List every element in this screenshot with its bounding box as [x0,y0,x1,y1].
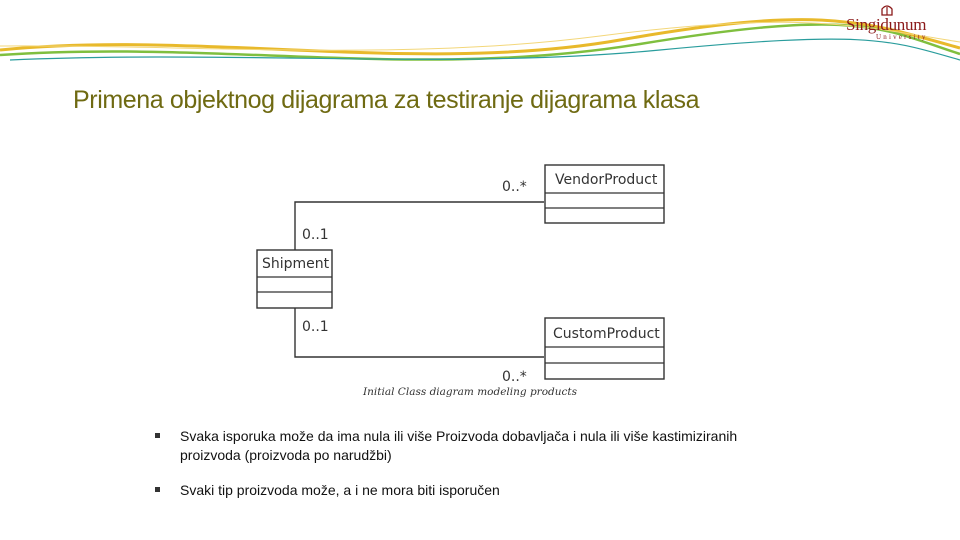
bullet-text: Svaki tip proizvoda može, a i ne mora biti isporučen [180,482,500,498]
square-bullet-icon [155,433,160,438]
class-name-shipment: Shipment [262,256,330,272]
bullet-item [155,481,775,500]
association-line-vendor [295,202,544,250]
logo-name: Singidunum [846,15,927,34]
multiplicity-shipment-custom-end: 0..1 [302,319,329,335]
multiplicity-custom-product-end: 0..* [502,369,527,385]
multiplicity-shipment-vendor-end: 0..1 [302,227,329,243]
bullet-item [155,427,775,465]
header-swoosh-decoration [0,0,960,90]
class-diagram [240,150,680,400]
class-custom-product [545,318,664,379]
logo-subtitle: University [876,33,928,41]
multiplicity-vendor-product-end: 0..* [502,179,527,195]
bullet-text: Svaka isporuka može da ima nula ili više Proizvoda dobavljača i nula ili više kastimiziranih proizvoda (proizvoda po narudžbi) [180,428,738,463]
class-name-custom-product: CustomProduct [553,326,660,342]
slide-title: Primena objektnog dijagrama za testiranje dijagrama klasa [73,86,700,114]
diagram-caption: Initial Class diagram modeling products [363,386,577,398]
class-vendor-product [545,165,664,223]
square-bullet-icon [155,487,160,492]
singidunum-logo [838,6,938,42]
class-shipment [257,250,332,308]
bullet-list [155,427,775,516]
association-line-custom [295,308,544,357]
class-name-vendor-product: VendorProduct [555,172,658,188]
